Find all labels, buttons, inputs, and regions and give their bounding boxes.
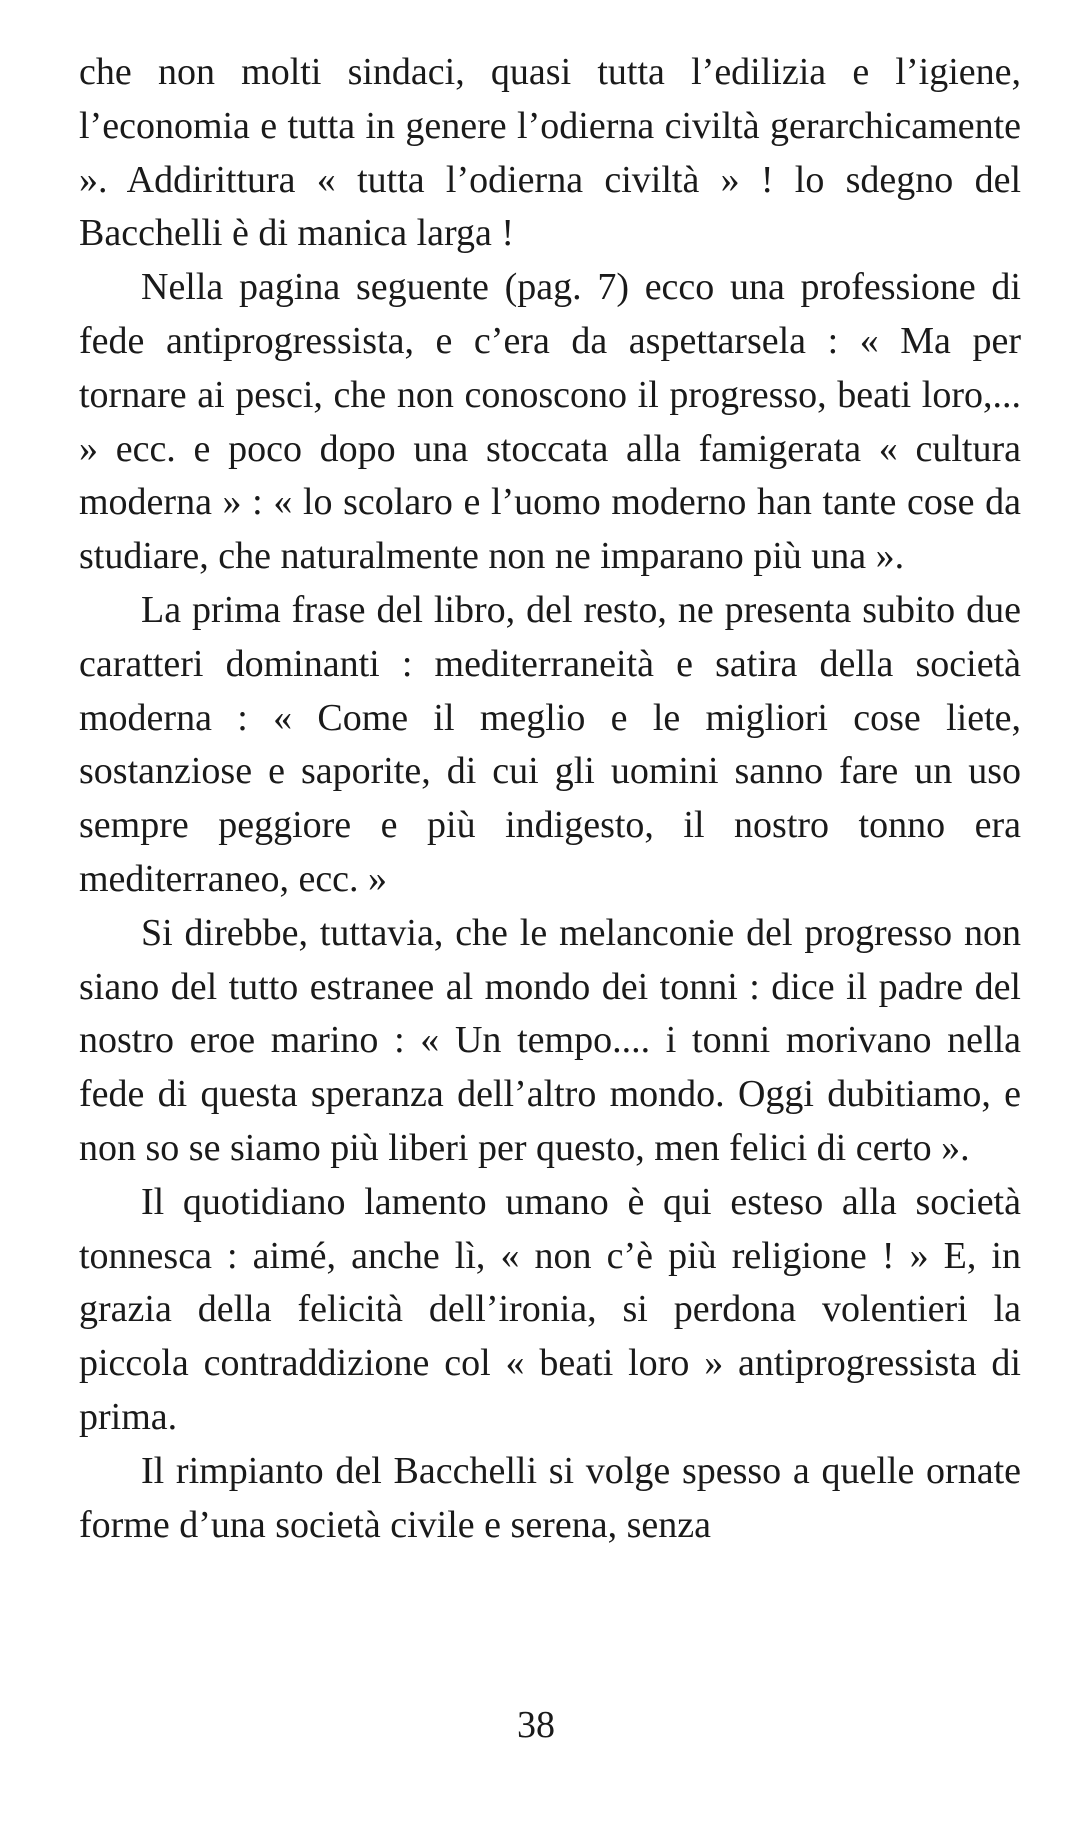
paragraph-3: La prima frase del libro, del resto, ne presenta subito due caratteri dominanti : mediterraneità e satira della società moderna : « Come il meglio e le migliori cose liete, sostanziose e saporite, di cui gli uomini sanno fare un uso sempre peggiore e più indigesto, il nostro tonno era mediterraneo, ecc. » bbox=[79, 588, 1021, 900]
paragraph-1: che non molti sindaci, quasi tutta l’edilizia e l’igiene, l’economia e tutta in genere l’odierna civiltà gerarchicamente ». Addirittura « tutta l’odierna civiltà » ! lo sdegno del Bacchelli è di manica larga ! bbox=[79, 51, 1021, 255]
body-text bbox=[79, 46, 1021, 1552]
paragraph-5: Il quotidiano lamento umano è qui esteso alla società tonnesca : aimé, anche lì, « non c’è più religione ! » E, in grazia della felicità dell’ironia, si perdona volentieri la piccola contraddizione col « beati loro » antiprogressista di prima. bbox=[79, 1180, 1021, 1438]
paragraph-2: Nella pagina seguente (pag. 7) ecco una professione di fede antiprogressista, e c’era da aspettarsela : « Ma per tornare ai pesci, che non conoscono il progresso, beati loro,... » ecc. e poco dopo una stoccata alla famigerata « cultura moderna » : « lo scolaro e l’uomo moderno han tante cose da studiare, che naturalmente non ne imparano più una ». bbox=[79, 266, 1021, 578]
paragraph-4: Si direbbe, tuttavia, che le melanconie del progresso non siano del tutto estranee al mondo dei tonni : dice il padre del nostro eroe marino : « Un tempo.... i tonni morivano nella fede di questa speranza dell’altro mondo. Oggi dubitiamo, e non so se siamo più liberi per questo, men felici di certo ». bbox=[79, 911, 1021, 1169]
paragraph-6: Il rimpianto del Bacchelli si volge spesso a quelle ornate forme d’una società civile e serena, senza bbox=[79, 1449, 1021, 1546]
page-number: 38 bbox=[517, 1704, 555, 1746]
